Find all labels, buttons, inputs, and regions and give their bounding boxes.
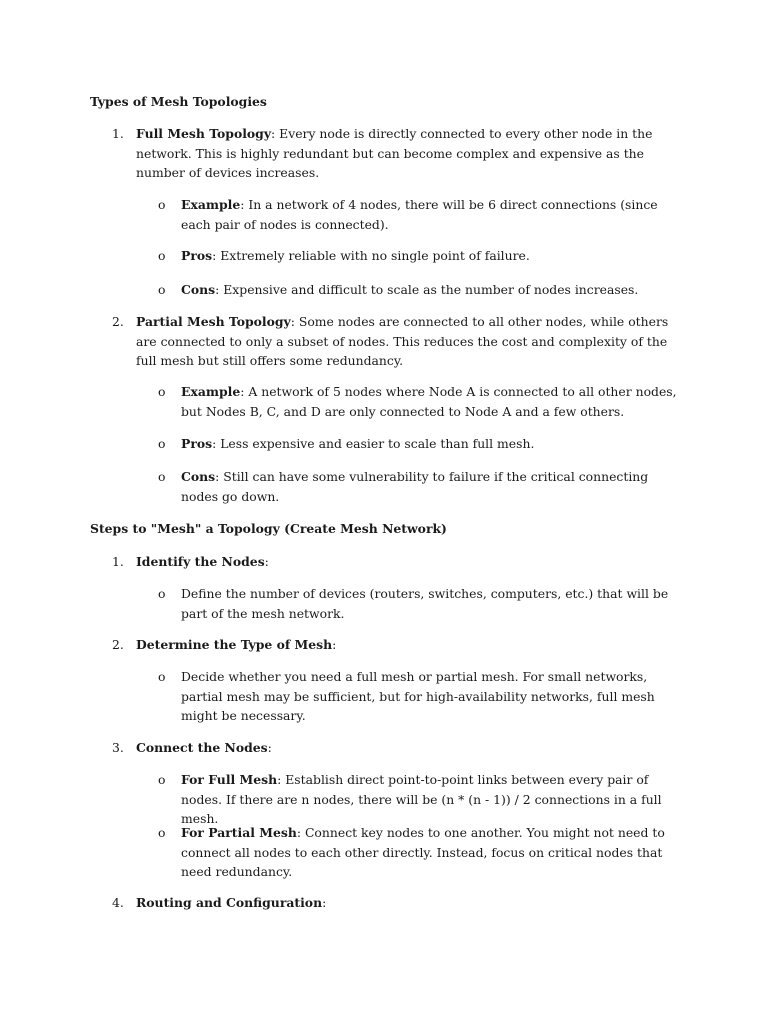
list-number: 2. (112, 637, 124, 652)
bullet-marker: o (158, 469, 166, 484)
sub-list-item (181, 467, 686, 506)
list-item-text: : (264, 554, 269, 569)
list-number: 1. (112, 554, 124, 569)
sub-item-text: Define the number of devices (routers, switches, computers, etc.) that will be part of the mesh network. (181, 586, 669, 621)
sub-item-term: For Full Mesh (181, 772, 278, 787)
section-heading: Steps to "Mesh" a Topology (Create Mesh Network) (90, 521, 447, 536)
bullet-marker: o (158, 772, 166, 787)
list-item (136, 124, 676, 183)
sub-item-text: : Extremely reliable with no single point of failure. (212, 248, 530, 263)
list-item (136, 635, 676, 655)
sub-list-item (181, 195, 686, 234)
list-item-text: : (322, 895, 327, 910)
list-item-term: Identify the Nodes (136, 554, 265, 569)
bullet-marker: o (158, 825, 166, 840)
list-item-text: : Every node is directly connected to every other node in the network. This is highly redundant but can become complex and expensive as the number of devices increases. (136, 126, 653, 181)
list-item-term: Full Mesh Topology (136, 126, 272, 141)
sub-item-term: Example (181, 197, 241, 212)
list-item-text: : (267, 740, 272, 755)
list-item-text: : (332, 637, 337, 652)
list-item-term: Connect the Nodes (136, 740, 268, 755)
sub-item-text: : Expensive and difficult to scale as the number of nodes increases. (215, 282, 639, 297)
sub-list-item (181, 382, 686, 421)
sub-item-text: : Connect key nodes to one another. You might not need to connect all nodes to each other directly. Instead, focus on critical nodes that need redundancy. (181, 825, 665, 880)
list-number: 1. (112, 126, 124, 141)
list-item (136, 552, 676, 572)
sub-item-term: Cons (181, 469, 216, 484)
sub-list-item (181, 434, 686, 454)
bullet-marker: o (158, 384, 166, 399)
sub-item-text: : Still can have some vulnerability to failure if the critical connecting nodes go down. (181, 469, 649, 504)
sub-list-item (181, 823, 686, 882)
bullet-marker: o (158, 197, 166, 212)
sub-item-text: Decide whether you need a full mesh or partial mesh. For small networks, partial mesh may be sufficient, but for high-availability networks, full mesh might be necessary. (181, 669, 655, 724)
sub-list-item (181, 667, 686, 726)
list-number: 4. (112, 895, 124, 910)
list-number: 2. (112, 314, 124, 329)
bullet-marker: o (158, 248, 166, 263)
sub-item-term: Pros (181, 248, 213, 263)
list-number: 3. (112, 740, 124, 755)
bullet-marker: o (158, 669, 166, 684)
list-item (136, 893, 676, 913)
sub-list-item (181, 584, 686, 623)
sub-item-term: Pros (181, 436, 213, 451)
sub-list-item (181, 770, 686, 829)
bullet-marker: o (158, 282, 166, 297)
list-item-term: Routing and Configuration (136, 895, 323, 910)
sub-item-term: Cons (181, 282, 216, 297)
list-item-term: Partial Mesh Topology (136, 314, 291, 329)
sub-list-item (181, 280, 686, 300)
section-heading: Types of Mesh Topologies (90, 94, 267, 109)
list-item-text: : Some nodes are connected to all other nodes, while others are connected to only a subset of nodes. This reduces the cost and complexity of the full mesh but still offers some redundancy. (136, 314, 669, 369)
sub-item-term: For Partial Mesh (181, 825, 297, 840)
list-item-term: Determine the Type of Mesh (136, 637, 333, 652)
bullet-marker: o (158, 436, 166, 451)
sub-item-text: : A network of 5 nodes where Node A is connected to all other nodes, but Nodes B, C, and D are only connected to Node A and a few others. (181, 384, 677, 419)
bullet-marker: o (158, 586, 166, 601)
sub-list-item (181, 246, 686, 266)
list-item (136, 738, 676, 758)
sub-item-term: Example (181, 384, 241, 399)
sub-item-text: : In a network of 4 nodes, there will be 6 direct connections (since each pair of nodes is connected). (181, 197, 658, 232)
sub-item-text: : Establish direct point-to-point links between every pair of nodes. If there are n nodes, there will be (n * (n - 1)) / 2 connections in a full mesh. (181, 772, 662, 827)
sub-item-text: : Less expensive and easier to scale than full mesh. (212, 436, 535, 451)
list-item (136, 312, 676, 371)
